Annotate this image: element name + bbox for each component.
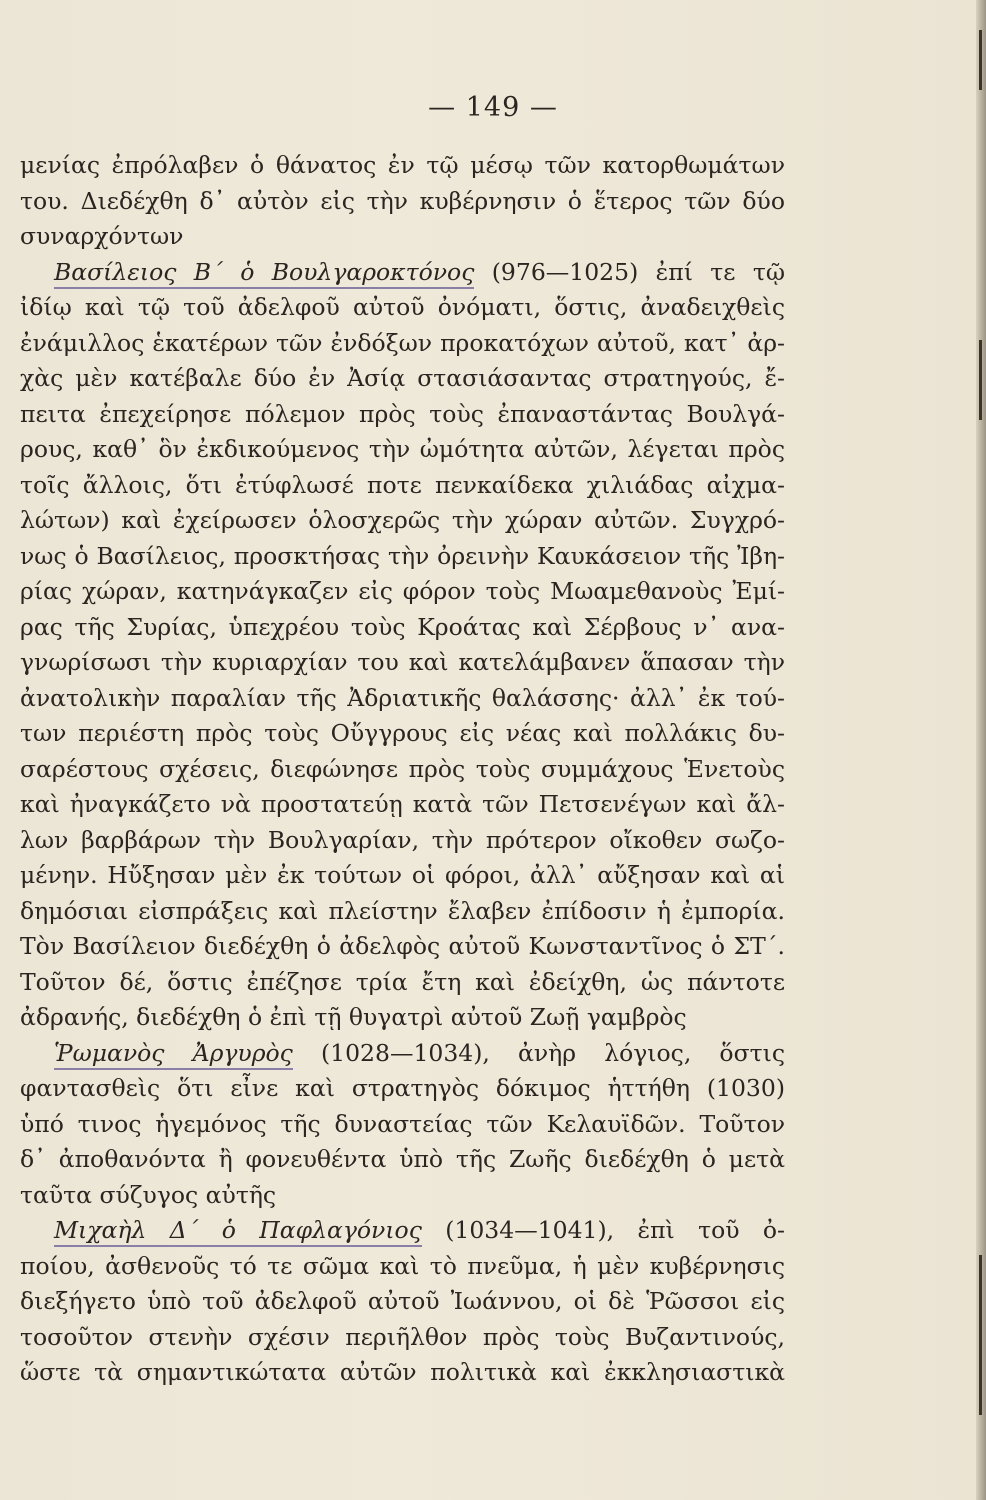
- line-text: ρους, καθ᾽ ὃν ἐκδικούμενος τὴν ὠμότητα αὐτῶν, λέγεται πρὸς: [20, 435, 785, 463]
- text-line: [20, 432, 785, 468]
- text-line: [20, 645, 785, 681]
- text-line: [20, 1071, 785, 1107]
- line-text: Τοῦτον δέ, ὅστις ἐπέζησε τρία ἔτη καὶ ἐδείχθη, ὡς πάντοτε: [20, 967, 785, 996]
- text-line: [20, 574, 785, 610]
- line-text: μενίας ἐπρόλαβεν ὁ θάνατος ἐν τῷ μέσῳ τῶν κατορθωμάτων: [20, 151, 785, 179]
- text-line: [20, 255, 785, 291]
- text-line: [20, 1284, 785, 1320]
- text-line: [20, 1213, 785, 1249]
- page-number: — 149 —: [428, 92, 558, 123]
- text-line: [20, 1107, 785, 1143]
- text-line: [20, 468, 785, 504]
- line-text: λώτων) καὶ ἐχείρωσεν ὁλοσχερῶς τὴν χώραν αὐτῶν. Συγχρό-: [20, 506, 785, 534]
- text-line: [20, 219, 785, 255]
- edge-mark: [979, 340, 982, 420]
- line-text: λων βαρβάρων τὴν Βουλγαρίαν, τὴν πρότερον οἴκοθεν σωζο-: [20, 825, 785, 854]
- line-text: ρίας χώραν, κατηνάγκαζεν εἰς φόρον τοὺς Μωαμεθανοὺς Ἐμί-: [20, 577, 785, 605]
- text-line: [20, 1249, 785, 1285]
- edge-mark: [979, 1255, 982, 1415]
- line-text: γνωρίσωσι τὴν κυριαρχίαν του καὶ κατελάμβανεν ἅπασαν τὴν: [20, 648, 785, 676]
- text-line: [20, 1000, 785, 1036]
- line-text: ἐνάμιλλος ἑκατέρων τῶν ἐνδόξων προκατόχων αὐτοῦ, κατ᾽ ἀρ-: [20, 328, 785, 357]
- line-text: Τὸν Βασίλειον διεδέχθη ὁ ἀδελφὸς αὐτοῦ Κωνσταντῖνος ὁ ΣΤ΄.: [20, 932, 785, 960]
- line-text: του. Διεδέχθη δ᾽ αὐτὸν εἰς τὴν κυβέρνησιν ὁ ἕτερος τῶν δύο: [20, 186, 785, 215]
- text-line: [20, 929, 785, 965]
- line-text: ρας τῆς Συρίας, ὑπεχρέου τοὺς Κροάτας καὶ Σέρβους ν᾽ ανα-: [20, 612, 785, 641]
- line-text: ἰδίῳ καὶ τῷ τοῦ ἀδελφοῦ αὐτοῦ ὀνόματι, ὅστις, ἀναδειχθεὶς: [20, 293, 785, 321]
- line-text: φαντασθεὶς ὅτι εἶνε καὶ στρατηγὸς δόκιμος ἡττήθη (1030): [20, 1074, 785, 1102]
- line-text: ταῦτα σύζυγος αὐτῆς: [20, 1180, 277, 1209]
- line-text: τοῖς ἄλλοις, ὅτι ἐτύφλωσέ ποτε πενκαίδεκα χιλιάδας αἰχμα-: [20, 470, 785, 499]
- text-line: [20, 823, 785, 859]
- text-line: [20, 539, 785, 575]
- line-text: ποίου, ἀσθενοῦς τό τε σῶμα καὶ τὸ πνεῦμα, ἡ μὲν κυβέρνησις: [20, 1251, 785, 1280]
- line-text: σαρέστους σχέσεις, διεφώνησε πρὸς τοὺς συμμάχους Ἑνετοὺς: [20, 754, 785, 783]
- text-line: [20, 1320, 785, 1356]
- text-line: [20, 752, 785, 788]
- line-text: ὥστε τὰ σημαντικώτατα αὐτῶν πολιτικὰ καὶ ἐκκλησιαστικὰ: [20, 1358, 785, 1386]
- line-text: ἀδρανής, διεδέχθη ὁ ἐπὶ τῇ θυγατρὶ αὐτοῦ Ζωῇ γαμβρὸς: [20, 1003, 687, 1031]
- line-text: ὑπό τινος ἡγεμόνος τῆς δυναστείας τῶν Κελαυϊδῶν. Τοῦτον: [20, 1109, 785, 1138]
- line-text: δημόσιαι εἰσπράξεις καὶ πλείστην ἔλαβεν ἐπίδοσιν ἡ ἐμπορία.: [20, 896, 785, 925]
- line-text: (976—1025) ἐπί τε τῷ: [474, 257, 785, 286]
- line-text: (1034—1041), ἐπὶ τοῦ ὀ-: [421, 1216, 785, 1244]
- text-line: [20, 397, 785, 433]
- ruler-name: Ῥωμανὸς Ἀργυρὸς: [54, 1039, 293, 1070]
- text-line: [20, 1036, 785, 1072]
- text-line: [20, 610, 785, 646]
- line-text: των περιέστη πρὸς τοὺς Οὔγγρους εἰς νέας καὶ πολλάκις δυ-: [20, 719, 785, 747]
- line-text: καὶ ἠναγκάζετο νὰ προστατεύῃ κατὰ τῶν Πετσενέγων καὶ ἄλ-: [20, 790, 785, 818]
- text-line: [20, 361, 785, 397]
- line-text: τοσοῦτον στενὴν σχέσιν περιῆλθον πρὸς τοὺς Βυζαντινούς,: [20, 1322, 785, 1351]
- text-line: [20, 326, 785, 362]
- text-line: [20, 1142, 785, 1178]
- line-text: συναρχόντων: [20, 222, 184, 250]
- line-text: μένην. Ηὔξησαν μὲν ἐκ τούτων οἱ φόροι, ἀλλ᾽ αὔξησαν καὶ αἱ: [20, 861, 785, 889]
- line-text: ἀνατολικὴν παραλίαν τῆς Ἀδριατικῆς θαλάσσης· ἀλλ᾽ ἐκ τού-: [20, 683, 785, 712]
- text-line: [20, 1178, 785, 1214]
- text-line: [20, 965, 785, 1001]
- line-text: δ᾽ ἀποθανόντα ἢ φονευθέντα ὑπὸ τῆς Ζωῆς διεδέχθη ὁ μετὰ: [20, 1145, 785, 1173]
- text-line: [20, 858, 785, 894]
- text-line: [20, 503, 785, 539]
- edge-mark: [979, 30, 982, 90]
- text-line: [20, 681, 785, 717]
- ruler-name: Μιχαὴλ Δ΄ ὁ Παφλαγόνιος: [54, 1216, 422, 1247]
- line-text: (1028—1034), ἀνὴρ λόγιος, ὅστις: [292, 1038, 785, 1067]
- ruler-name: Βασίλειος Β΄ ὁ Βουλγαροκτόνος: [54, 258, 474, 289]
- text-line: [20, 1355, 785, 1391]
- text-line: [20, 148, 785, 184]
- text-line: [20, 184, 785, 220]
- line-text: πειτα ἐπεχείρησε πόλεμον πρὸς τοὺς ἐπαναστάντας Βουλγά-: [20, 399, 785, 428]
- line-text: διεξήγετο ὑπὸ τοῦ ἀδελφοῦ αὐτοῦ Ἰωάννου, οἱ δὲ Ῥῶσσοι εἰς: [20, 1287, 785, 1315]
- line-text: νως ὁ Βασίλειος, προσκτήσας τὴν ὀρεινὴν Καυκάσειον τῆς Ἰβη-: [20, 541, 785, 570]
- text-line: [20, 894, 785, 930]
- text-line: [20, 787, 785, 823]
- body-text: [20, 148, 785, 1391]
- text-line: [20, 290, 785, 326]
- line-text: χὰς μὲν κατέβαλε δύο ἐν Ἀσίᾳ στασιάσαντας στρατηγούς, ἔ-: [20, 364, 785, 392]
- text-line: [20, 716, 785, 752]
